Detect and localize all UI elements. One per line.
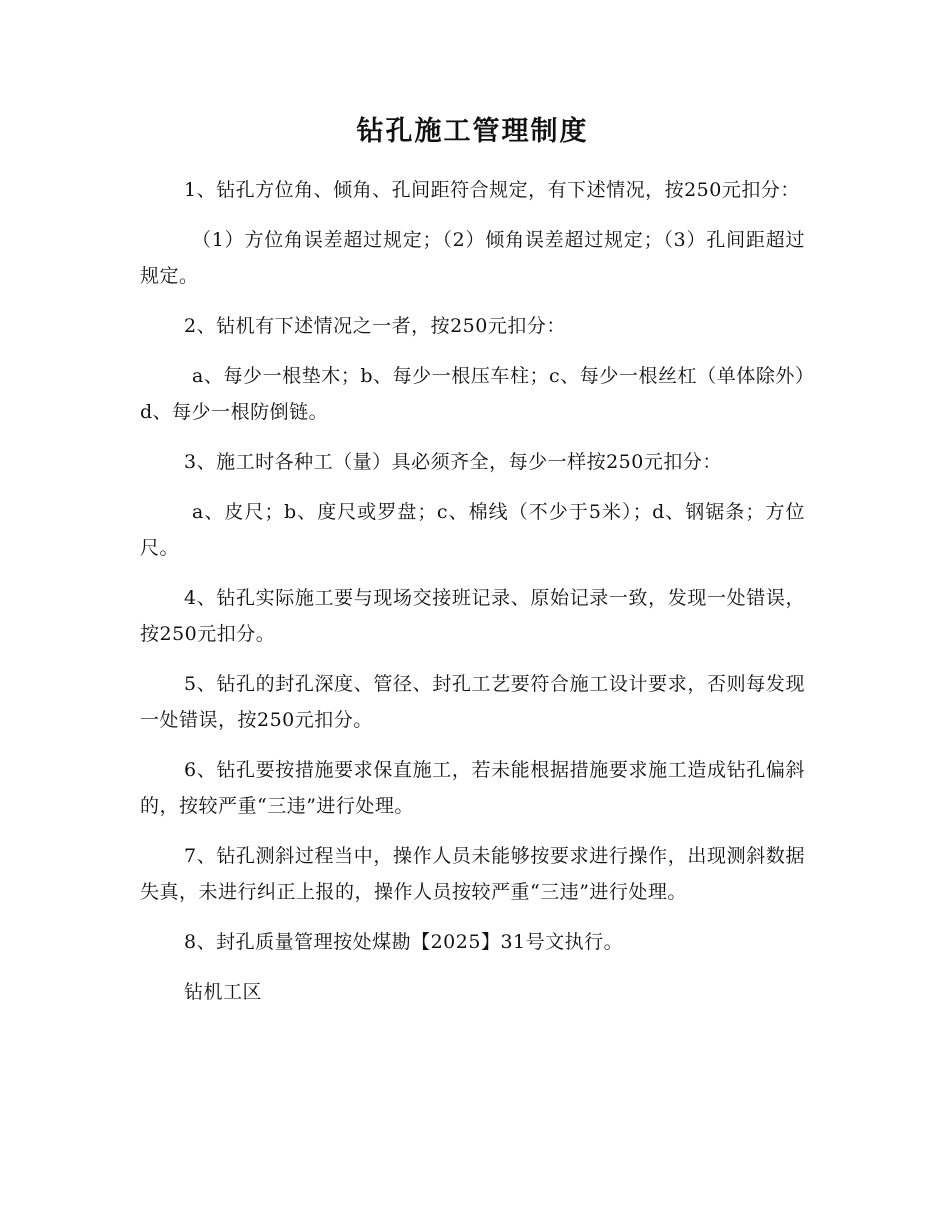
paragraph-item-3: 3、施工时各种工（量）具必须齐全，每少一样按250元扣分： xyxy=(184,451,722,473)
paragraph-item-2-details: a、每少一根垫木；b、每少一根压车柱；c、每少一根丝杠（单体除外）d、每少一根防倒链。 xyxy=(140,365,805,423)
paragraph-item-4: 4、钻孔实际施工要与现场交接班记录、原始记录一致，发现一处错误，按250元扣分。 xyxy=(140,587,805,645)
document-title: 钻孔施工管理制度 xyxy=(356,116,589,147)
document-page xyxy=(140,110,805,1010)
paragraph-item-3-details: a、皮尺；b、度尺或罗盘；c、棉线（不少于5米）；d、钢锯条；方位尺。 xyxy=(140,501,805,559)
signature: 钻机工区 xyxy=(184,981,263,1003)
paragraph-item-7: 7、钻孔测斜过程当中，操作人员未能够按要求进行操作，出现测斜数据失真，未进行纠正上报的，操作人员按较严重“三违”进行处理。 xyxy=(140,845,805,903)
paragraph-item-2: 2、钻机有下述情况之一者，按250元扣分： xyxy=(184,315,566,337)
paragraph-item-1: 1、钻孔方位角、倾角、孔间距符合规定，有下述情况，按250元扣分： xyxy=(184,179,800,201)
paragraph-item-5: 5、钻孔的封孔深度、管径、封孔工艺要符合施工设计要求，否则每发现一处错误，按250元扣分。 xyxy=(140,673,805,731)
paragraph-item-6: 6、钻孔要按措施要求保直施工，若未能根据措施要求施工造成钻孔偏斜的，按较严重“三违”进行处理。 xyxy=(140,759,805,817)
paragraph-item-8: 8、封孔质量管理按处煤勘【2025】31号文执行。 xyxy=(184,931,624,953)
paragraph-item-1-details: （1）方位角误差超过规定；（2）倾角误差超过规定；（3）孔间距超过规定。 xyxy=(140,229,805,287)
